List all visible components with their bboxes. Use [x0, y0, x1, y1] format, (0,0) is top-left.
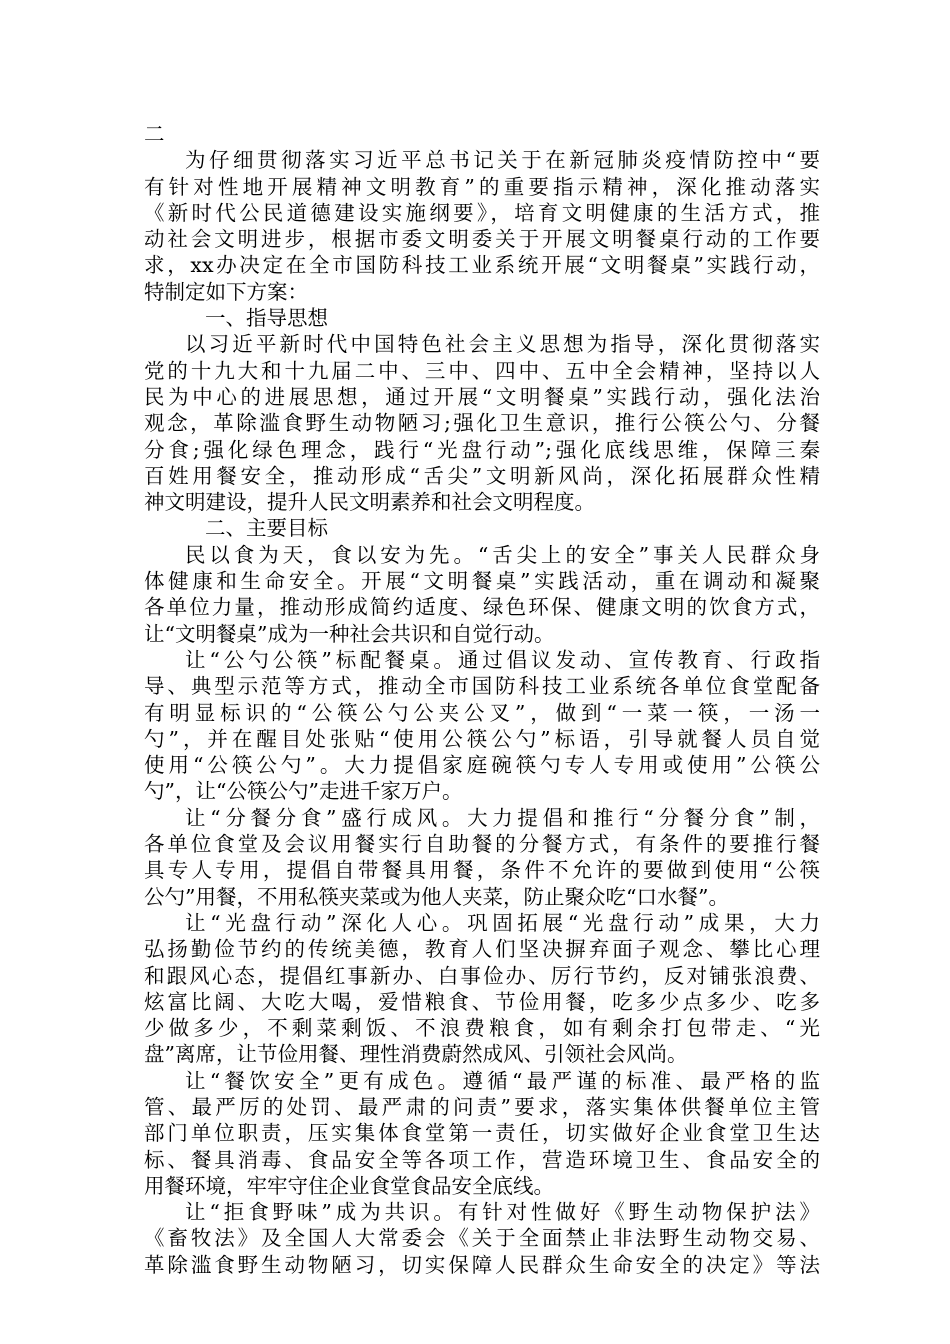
paragraph-line: 分食;强化绿色理念，践行“光盘行动”;强化底线思维，保障三秦	[144, 437, 820, 462]
paragraph-line: 《畜牧法》及全国人大常委会《关于全面禁止非法野生动物交易、	[144, 1226, 820, 1251]
page-marker: 二	[144, 122, 165, 146]
paragraph-line: 和跟风心态，提倡红事新办、白事俭办、厉行节约，反对铺张浪费、	[144, 963, 820, 988]
document-body	[144, 121, 820, 1278]
paragraph-line: 部门单位职责，压实集体食堂第一责任，切实做好企业食堂卫生达	[144, 1121, 820, 1146]
paragraph-line: 党的十九大和十九届二中、三中、四中、五中全会精神，坚持以人	[144, 358, 820, 383]
paragraph-line: 革除滥食野生动物陋习，切实保障人民群众生命安全的决定》等法	[144, 1252, 820, 1277]
paragraph-line: 勺”，让“公筷公勺”走进千家万户。	[144, 779, 463, 804]
paragraph-line: 导、典型示范等方式，推动全市国防科技工业系统各单位食堂配备	[144, 674, 820, 699]
paragraph-line: 让“拒食野味”成为共识。有针对性做好《野生动物保护法》	[185, 1200, 820, 1225]
paragraph-line: 以习近平新时代中国特色社会主义思想为指导，深化贯彻落实	[185, 332, 820, 357]
paragraph-line: 让“公勺公筷”标配餐桌。通过倡议发动、宣传教育、行政指	[185, 647, 820, 672]
paragraph-line: 勺”，并在醒目处张贴“使用公筷公勺”标语，引导就餐人员自觉	[144, 726, 820, 751]
paragraph-line: 让“文明餐桌”成为一种社会共识和自觉行动。	[144, 621, 555, 646]
paragraph-line: 神文明建设，提升人民文明素养和社会文明程度。	[144, 490, 595, 515]
paragraph-line: 特制定如下方案：	[144, 279, 308, 304]
paragraph-line: 百姓用餐安全，推动形成“舌尖”文明新风尚，深化拓展群众性精	[144, 463, 820, 488]
paragraph-line: 标、餐具消毒、食品安全等各项工作，营造环境卫生、食品安全的	[144, 1147, 820, 1172]
paragraph-line: 少做多少，不剩菜剩饭、不浪费粮食，如有剩余打包带走、“光	[144, 1016, 820, 1041]
paragraph-line: 公勺”用餐，不用私筷夹菜或为他人夹菜，防止聚众吃“口水餐”。	[144, 884, 729, 909]
paragraph-line: 让“分餐分食”盛行成风。大力提倡和推行“分餐分食”制，	[185, 805, 820, 830]
paragraph-line: 各单位食堂及会议用餐实行自助餐的分餐方式，有条件的要推行餐	[144, 832, 820, 857]
paragraph-line: 为仔细贯彻落实习近平总书记关于在新冠肺炎疫情防控中“要	[185, 148, 820, 173]
paragraph-line: 民为中心的进展思想，通过开展“文明餐桌”实践行动，强化法治	[144, 384, 820, 409]
paragraph-line: 求，xx办决定在全市国防科技工业系统开展“文明餐桌”实践行动，	[144, 253, 820, 278]
paragraph-line: 管、最严厉的处罚、最严肃的问责”要求，落实集体供餐单位主管	[144, 1094, 820, 1119]
paragraph-line: 炫富比阔、大吃大喝，爱惜粮食、节俭用餐，吃多少点多少、吃多	[144, 989, 820, 1014]
paragraph-line: 使用“公筷公勺”。大力提倡家庭碗筷勺专人专用或使用”公筷公	[144, 753, 820, 778]
paragraph-line: 观念，革除滥食野生动物陋习;强化卫生意识，推行公筷公勺、分餐	[144, 411, 820, 436]
paragraph-line: 让“光盘行动”深化人心。巩固拓展“光盘行动”成果，大力	[185, 910, 820, 935]
paragraph-line: 动社会文明进步，根据市委文明委关于开展文明餐桌行动的工作要	[144, 227, 820, 252]
paragraph-line: 有针对性地开展精神文明教育”的重要指示精神，深化推动落实	[144, 174, 820, 199]
paragraph-line: 盘”离席，让节俭用餐、理性消费蔚然成风、引领社会风尚。	[144, 1042, 688, 1067]
paragraph-line: 弘扬勤俭节约的传统美德，教育人们坚决摒弃面子观念、攀比心理	[144, 937, 820, 962]
paragraph-line: 让“餐饮安全”更有成色。遵循“最严谨的标准、最严格的监	[185, 1068, 820, 1093]
paragraph-line: 《新时代公民道德建设实施纲要》，培育文明健康的生活方式，推	[144, 200, 820, 225]
paragraph-line: 民以食为天，食以安为先。“舌尖上的安全”事关人民群众身	[185, 542, 820, 567]
section-heading: 一、指导思想	[205, 306, 328, 331]
paragraph-line: 各单位力量，推动形成简约适度、绿色环保、健康文明的饮食方式，	[144, 595, 820, 620]
paragraph-line: 有明显标识的“公筷公勺公夹公叉”，做到“一菜一筷，一汤一	[144, 700, 820, 725]
paragraph-line: 用餐环境，牢牢守住企业食堂食品安全底线。	[144, 1173, 554, 1198]
paragraph-line: 具专人专用，提倡自带餐具用餐，条件不允许的要做到使用“公筷	[144, 858, 820, 883]
paragraph-line: 体健康和生命安全。开展“文明餐桌”实践活动，重在调动和凝聚	[144, 569, 820, 594]
section-heading: 二、主要目标	[205, 516, 328, 541]
